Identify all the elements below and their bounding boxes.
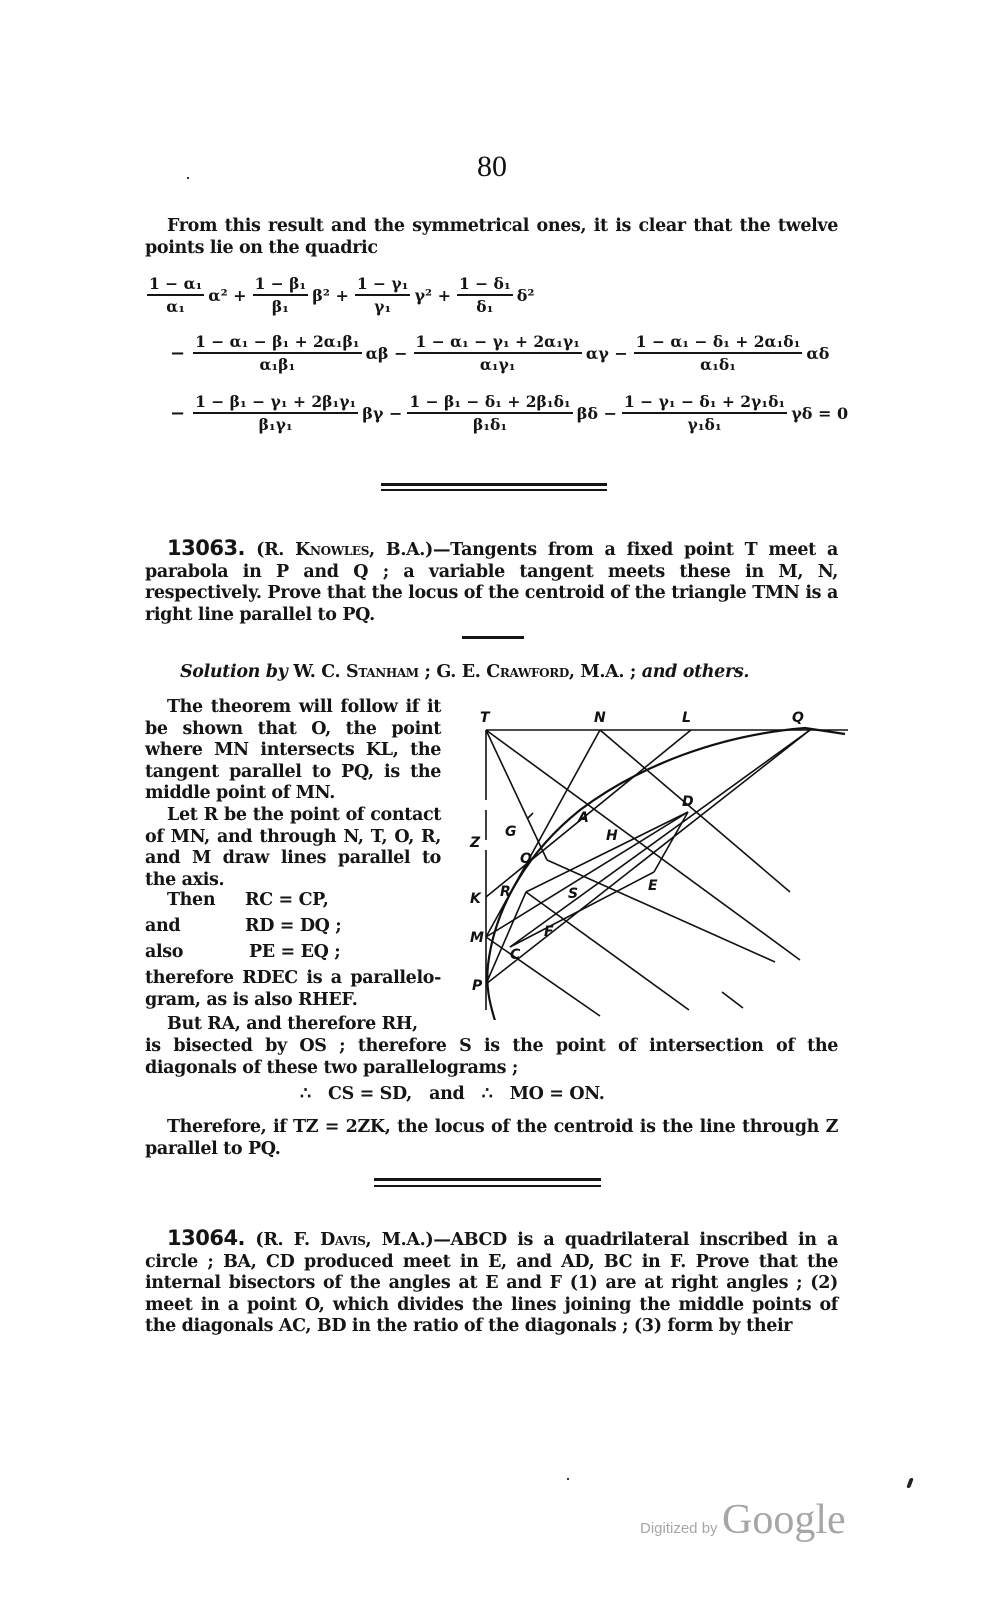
operator: − [170,342,186,364]
denominator: α₁γ₁ [479,355,516,374]
term-variable: βγ − [362,403,403,423]
equalities-block [145,890,441,968]
term-variable: δ² [516,285,535,305]
equation-row-1 [145,274,538,316]
denominator: α₁ [166,297,185,316]
term-variable: α² + [208,285,247,305]
term-variable: αδ [806,343,830,363]
solution-paragraph-2: Let R be the point of contact of MN, and through N, T, O, R, and M draw lines parallel to the axis. [145,805,441,890]
point-label-Q: Q [792,710,804,726]
denominator: α₁β₁ [259,355,296,374]
term-variable: αβ − [365,343,408,363]
watermark-brand: Google [722,1497,846,1543]
fraction [634,332,803,374]
point-label-P: P [472,978,483,994]
diagram-lines [486,728,848,1020]
equality-expr: RD = DQ ; [245,916,342,936]
parabola-curve [487,728,845,1020]
digitized-by-google-watermark [640,1496,846,1544]
equality-label: and [145,916,181,936]
numerator: 1 − β₁ − δ₁ + 2β₁δ₁ [407,392,572,414]
point-label-A: A [578,810,589,826]
term-variable: γδ = 0 [791,403,849,423]
problem-13063 [145,538,838,626]
fraction [147,274,204,316]
problem-author [255,1230,433,1250]
fraction [193,392,358,434]
author-close: , M.A.) [365,1230,434,1250]
point-label-C: C [510,947,521,963]
solver2-name: Crawford [486,662,569,682]
term-variable: γ² + [414,285,451,305]
separator-line [381,483,607,486]
point-label-G: G [505,824,517,840]
numerator: 1 − α₁ [147,274,204,296]
equation-row-2 [170,332,833,374]
fraction [457,274,513,316]
equality-expr: PE = EQ ; [249,942,341,962]
solution-by-label: Solution by [180,662,288,682]
fraction [414,332,582,374]
point-label-Z: Z [470,835,481,851]
solver-sep: ; G. E. [418,662,487,682]
numerator: 1 − α₁ − β₁ + 2α₁β₁ [193,332,362,354]
numerator: 1 − β₁ − γ₁ + 2β₁γ₁ [193,392,358,414]
point-label-S: S [568,886,579,902]
tick-G [527,813,533,819]
paragraph-line: therefore RDEC is a parallelo- [145,968,441,988]
author-close: , B.A.) [369,540,433,560]
solver2-degree: , M.A. ; [568,662,642,682]
line-end-tick [722,992,743,1008]
page-number: 80 [477,150,507,183]
equality-label: also [145,942,184,962]
point-label-N: N [594,710,606,726]
line-T-axis-parallel [486,730,800,960]
denominator: β₁γ₁ [258,415,293,434]
solver1-initials: W. C. [293,662,347,682]
numerator: 1 − α₁ − δ₁ + 2α₁δ₁ [634,332,803,354]
solution-paragraph-4-start: But RA, and therefore RH, [167,1014,418,1034]
scan-mark [906,1478,914,1488]
line-M-axis-parallel [486,937,600,1016]
author-open: (R. [256,540,296,560]
equality-line [145,942,441,968]
line-Q-C [510,730,810,947]
numerator: 1 − β₁ [253,274,309,296]
solution-paragraph-1: The theorem will follow if it be shown that O, the point where MN intersects KL, the tangent parallel to PQ, is the middle point of MN. [145,697,441,803]
point-label-E: E [648,878,658,894]
short-separator [462,636,524,639]
scan-speck [567,1478,569,1480]
watermark-prefix: Digitized by [640,1520,718,1537]
point-label-F: F [544,924,554,940]
denominator: β₁ [271,297,289,316]
equality-label: Then [167,890,216,910]
term-variable: αγ − [585,343,628,363]
equation-row-3 [170,392,851,434]
denominator: β₁δ₁ [472,415,508,434]
solver1-name: Stanham [346,662,419,682]
author-name: Davis [320,1230,366,1250]
solution-paragraph-4: is bisected by OS ; therefore S is the point of intersection of the diagonals of these two parallelograms ; [145,1036,838,1078]
line-T-O [486,730,547,860]
numerator: 1 − α₁ − γ₁ + 2α₁γ₁ [414,332,582,354]
separator-line [374,1185,601,1187]
diagram-labels [469,710,804,994]
denominator: γ₁ [374,297,392,316]
scan-speck [187,177,189,179]
solution-paragraph-3 [145,968,441,1011]
operator: − [170,402,186,424]
fraction [355,274,411,316]
line-N-M [486,730,600,937]
separator-line [381,489,607,491]
line-O-axis-parallel [547,860,775,962]
denominator: γ₁δ₁ [687,415,722,434]
point-label-K: K [470,891,481,907]
denominator: α₁δ₁ [700,355,736,374]
intro-paragraph: From this result and the symmetrical ones, it is clear that the twelve points lie on the quadric [145,216,838,258]
point-label-O: O [520,851,532,867]
solution-header [180,662,749,684]
point-label-T: T [480,710,490,726]
problem-author [256,540,433,560]
numerator: 1 − γ₁ − δ₁ + 2γ₁δ₁ [622,392,787,414]
author-open: (R. F. [255,1230,321,1250]
point-label-H: H [606,828,618,844]
point-label-L: L [682,710,691,726]
parabola-tangent-diagram [460,700,850,1020]
final-paragraph: Therefore, if TZ = 2ZK, the locus of the centroid is the line through Z parallel to PQ. [145,1117,838,1159]
fraction [193,332,362,374]
point-label-D: D [682,794,694,810]
problem-number: 13063. [167,536,246,560]
conclusion-line: ∴ CS = SD, and ∴ MO = ON. [300,1084,605,1104]
equality-expr: RC = CP, [245,890,329,910]
and-others: and others. [641,662,750,682]
fraction [407,392,572,434]
term-variable: β² + [312,285,349,305]
problem-13064 [145,1228,838,1338]
fraction [253,274,309,316]
line-N-axis-parallel [600,730,790,892]
equality-line [145,916,441,942]
fraction [622,392,787,434]
equality-line [145,890,441,916]
term-variable: βδ − [576,403,617,423]
point-label-R: R [500,884,511,900]
denominator: δ₁ [476,297,494,316]
point-label-M: M [470,930,484,946]
problem-statement: —ABCD is a quadrilateral inscribed in a circle ; BA, CD produced meet in E, and AD, BC in F. Prove that the internal bisectors of the angles at E and F (1) are at right angles ; (2) meet in a point O, which divides the lines joining the middle points of the diagonals AC, BD in the ratio of the diagonals ; (3) form by their [145,1230,838,1336]
numerator: 1 − γ₁ [355,274,411,296]
separator-line [374,1178,601,1181]
line-R-axis-parallel [526,892,689,1010]
problem-statement: —Tangents from a fixed point T meet a parabola in P and Q ; a variable tangent meets these in M, N, respectively. Prove that the locus of the centroid of the triangle TMN is a right line parallel to PQ. [145,540,838,625]
author-name: Knowles [295,540,370,560]
line-R-D [526,812,688,892]
numerator: 1 − δ₁ [457,274,513,296]
problem-number: 13064. [167,1226,246,1250]
paragraph-line: gram, as is also RHEF. [145,989,358,1010]
